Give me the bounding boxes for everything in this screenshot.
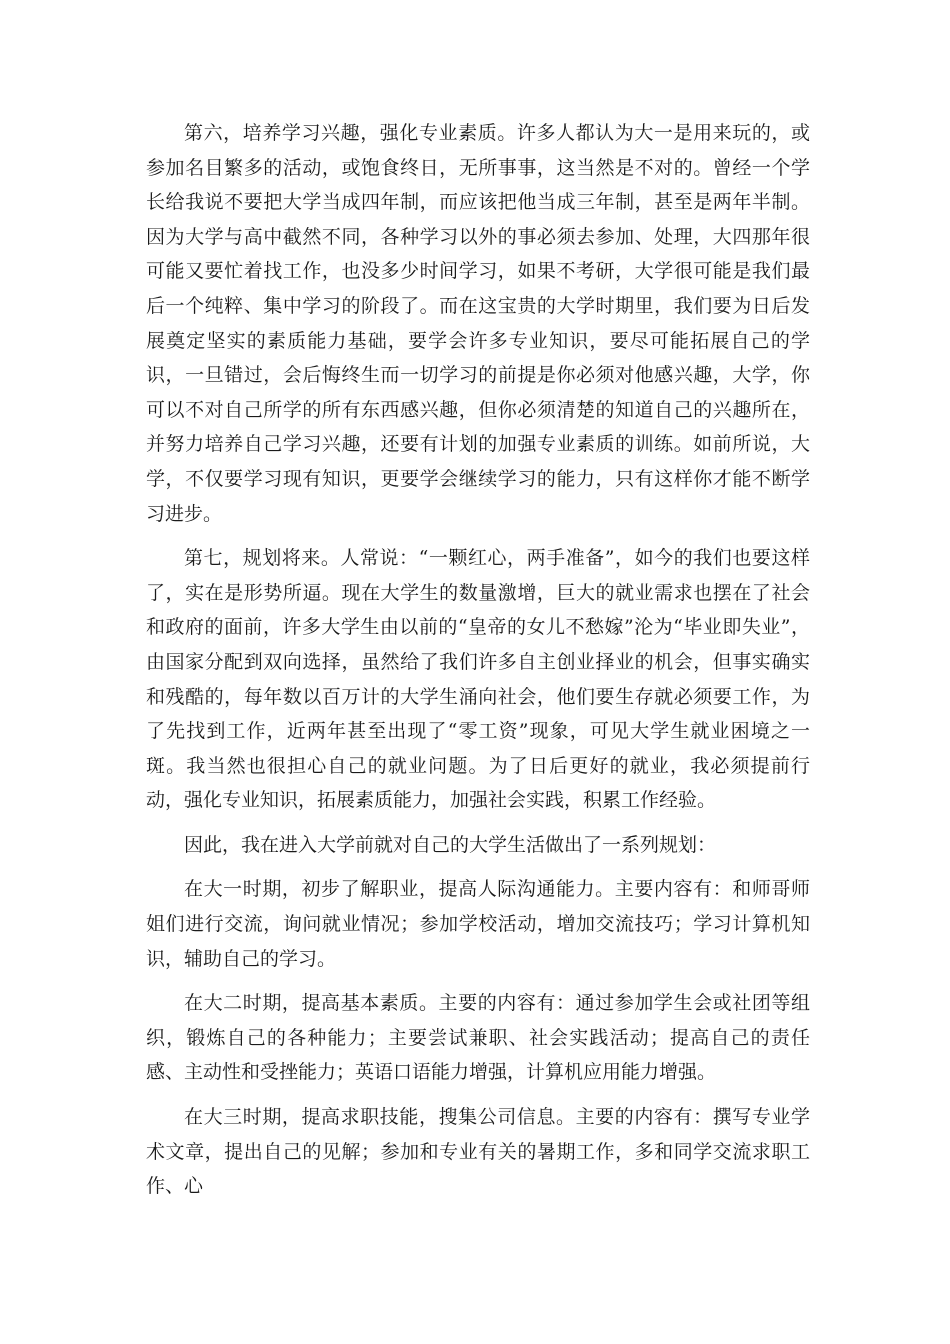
document-page [146,116,810,1204]
paragraph-plan-intro: 因此，我在进入大学前就对自己的大学生活做出了一系列规划： [184,833,717,856]
paragraph-seventh-planning: 第七，规划将来。人常说：“一颗红心，两手准备”，如今的我们也要这样了，实在是形势所逼。现在大学生的数量激增，巨大的就业需求也摆在了社会和政府的面前，许多大学生由以前的“皇帝的女儿不愁嫁”沦为“毕业即失业”，由国家分配到双向选择，虽然给了我们许多自主创业择业的机会，但事实确实和残酷的，每年数以百万计的大学生涌向社会，他们要生存就必须要工作，为了先找到工作，近两年甚至出现了“零工资”现象，可见大学生就业困境之一斑。我当然也很担心自己的就业问题。为了日后更好的就业，我必须提前行动，强化专业知识，拓展素质能力，加强社会实践，积累工作经验。 [146,547,810,812]
paragraph-sophomore-year: 在大二时期，提高基本素质。主要的内容有：通过参加学生会或社团等组织，锻炼自己的各种能力；主要尝试兼职、社会实践活动；提高自己的责任感、主动性和受挫能力；英语口语能力增强，计算机应用能力增强。 [146,992,810,1084]
paragraph-sixth-interest: 第六，培养学习兴趣，强化专业素质。许多人都认为大一是用来玩的，或参加名目繁多的活动，或饱食终日，无所事事，这当然是不对的。曾经一个学长给我说不要把大学当成四年制，而应该把他当成三年制，甚至是两年半制。因为大学与高中截然不同，各种学习以外的事必须去参加、处理，大四那年很可能又要忙着找工作，也没多少时间学习，如果不考研，大学很可能是我们最后一个纯粹、集中学习的阶段了。而在这宝贵的大学时期里，我们要为日后发展奠定坚实的素质能力基础，要学会许多专业知识，要尽可能拓展自己的学识，一旦错过，会后悔终生而一切学习的前提是你必须对他感兴趣，大学，你可以不对自己所学的所有东西感兴趣，但你必须清楚的知道自己的兴趣所在，并努力培养自己学习兴趣，还要有计划的加强专业素质的训练。如前所说，大学，不仅要学习现有知识，更要学会继续学习的能力，只有这样你才能不断学习进步。 [146,122,810,525]
paragraph-freshman-year: 在大一时期，初步了解职业，提高人际沟通能力。主要内容有：和师哥师姐们进行交流，询问就业情况；参加学校活动，增加交流技巧；学习计算机知识，辅助自己的学习。 [146,878,810,970]
paragraph-junior-year: 在大三时期，提高求职技能，搜集公司信息。主要的内容有：撰写专业学术文章，提出自己的见解；参加和专业有关的暑期工作，多和同学交流求职工作、心 [146,1106,810,1198]
